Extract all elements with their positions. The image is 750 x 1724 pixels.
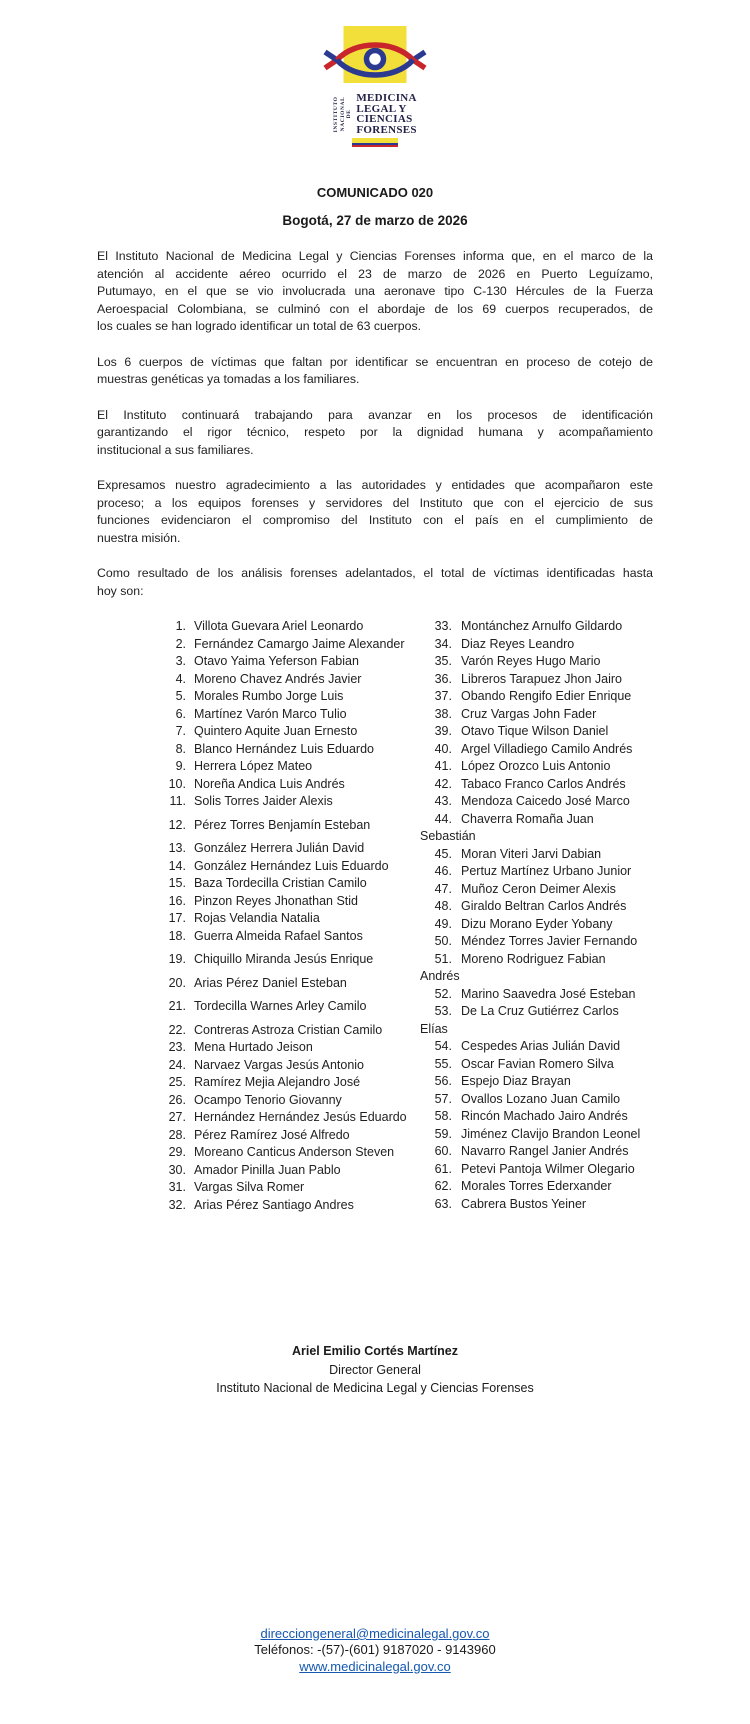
victim-name: Ovallos Lozano Juan Camilo: [461, 1091, 621, 1106]
victim-list-item: [420, 776, 650, 794]
victim-number: 5.: [175, 689, 186, 704]
victim-list-item: [156, 776, 420, 794]
victim-name: Rojas Velandia Natalia: [194, 911, 320, 926]
victim-list-item: [156, 998, 420, 1016]
victim-list-item: [156, 840, 420, 858]
victim-number: 7.: [175, 724, 186, 739]
victim-list-item: [420, 1038, 650, 1056]
victim-list-item: [420, 636, 650, 654]
victim-number: 16.: [168, 893, 186, 908]
victim-number: 56.: [434, 1074, 452, 1089]
victim-number: 37.: [434, 689, 452, 704]
signature-block: [0, 1342, 750, 1398]
victim-name: Solis Torres Jaider Alexis: [194, 794, 333, 809]
victim-list-item: [156, 1092, 420, 1110]
victim-list-item: [156, 723, 420, 741]
victim-number: 33.: [434, 619, 452, 634]
victim-name: Noreña Andica Luis Andrés: [194, 776, 345, 791]
victim-number: 44.: [434, 811, 452, 826]
victim-name: De La Cruz Gutiérrez Carlos: [461, 1004, 619, 1019]
victim-name: Chaverra Romaña Juan: [461, 811, 594, 826]
victim-name: Cruz Vargas John Fader: [461, 706, 597, 721]
victim-number: 60.: [434, 1144, 452, 1159]
logo-wordmark-line: MEDICINA: [356, 92, 417, 104]
victim-name: Muñoz Ceron Deimer Alexis: [461, 881, 616, 896]
victim-list-item: [156, 706, 420, 724]
victim-name: Mendoza Caicedo José Marco: [461, 794, 630, 809]
victim-name: Morales Rumbo Jorge Luis: [194, 689, 344, 704]
victim-list-item: [156, 928, 420, 946]
victim-name: Rincón Machado Jairo Andrés: [461, 1109, 628, 1124]
paragraph-line: El Instituto continuará trabajando para avanzar en los procesos de identificación: [97, 407, 653, 422]
victim-number: 58.: [434, 1109, 452, 1124]
victim-name: Otavo Yaima Yeferson Fabian: [194, 654, 359, 669]
victim-number: 41.: [434, 759, 452, 774]
paragraph-4: [97, 477, 653, 547]
victim-number: 61.: [434, 1161, 452, 1176]
paragraph-line: garantizando el rigor técnico, respeto por la dignidad humana y acompañamiento: [97, 425, 653, 440]
victim-name: Blanco Hernández Luis Eduardo: [194, 741, 374, 756]
victim-list-item: [156, 817, 420, 835]
victim-number: 43.: [434, 794, 452, 809]
victim-number: 24.: [168, 1057, 186, 1072]
victim-name: Moreno Chavez Andrés Javier: [194, 671, 362, 686]
victim-name: Giraldo Beltran Carlos Andrés: [461, 899, 627, 914]
victim-list-item: 53. De La Cruz Gutiérrez Carlos Elías: [420, 1004, 619, 1036]
victim-name: López Orozco Luis Antonio: [461, 759, 611, 774]
victim-name: Morales Torres Ederxander: [461, 1179, 612, 1194]
comunicado-date: Bogotá, 27 de marzo de 2026: [282, 213, 468, 229]
email-link[interactable]: direcciongeneral@medicinalegal.gov.co: [260, 1625, 490, 1641]
victim-list-item: [156, 741, 420, 759]
victim-name: Cabrera Bustos Yeiner: [461, 1196, 587, 1211]
victim-number: 10.: [168, 776, 186, 791]
victim-list-item: [156, 1144, 420, 1162]
logo-vertical-word-1: INSTITUTO: [333, 96, 340, 133]
victim-number: 54.: [434, 1039, 452, 1054]
victim-name: Pinzon Reyes Jhonathan Stid: [194, 893, 358, 908]
victim-list-item: [420, 1108, 650, 1126]
victim-name: Petevi Pantoja Wilmer Olegario: [461, 1161, 635, 1176]
victim-number: 45.: [434, 846, 452, 861]
victim-name: Oscar Favian Romero Silva: [461, 1056, 614, 1071]
paragraph-line: Expresamos nuestro agradecimiento a las autoridades y entidades que acompañaron este: [97, 478, 653, 493]
victim-number: 15.: [168, 876, 186, 891]
website-link[interactable]: www.medicinalegal.gov.co: [299, 1658, 451, 1674]
victim-number: 28.: [168, 1127, 186, 1142]
victim-name: González Herrera Julián David: [194, 841, 365, 856]
victim-name: Arias Pérez Daniel Esteban: [194, 975, 347, 990]
victim-name: Vargas Silva Romer: [194, 1180, 305, 1195]
victim-list-item: [420, 1126, 650, 1144]
victim-list-item: [156, 1074, 420, 1092]
victim-name: Obando Rengifo Edier Enrique: [461, 689, 632, 704]
institute-logo: [275, 26, 475, 147]
victim-number: 36.: [434, 671, 452, 686]
paragraph-line: los cuales se han logrado identificar un total de 63 cuerpos.: [97, 319, 422, 334]
victim-number: 35.: [434, 654, 452, 669]
victim-list-item: [420, 706, 650, 724]
signature-role: Director General: [329, 1362, 421, 1377]
victim-name: Otavo Tique Wilson Daniel: [461, 724, 609, 739]
victim-number: 53.: [434, 1004, 452, 1019]
victim-list-item: [156, 671, 420, 689]
victim-number: 18.: [168, 928, 186, 943]
victim-number: 6.: [175, 706, 186, 721]
victim-number: 17.: [168, 911, 186, 926]
paragraph-1: [97, 248, 653, 336]
victim-number: 3.: [175, 654, 186, 669]
victim-name: Pérez Ramírez José Alfredo: [194, 1127, 350, 1142]
victim-list-item: [156, 910, 420, 928]
victim-name: Contreras Astroza Cristian Camilo: [194, 1022, 383, 1037]
victim-list-item: [420, 618, 650, 636]
victim-name: Diaz Reyes Leandro: [461, 636, 575, 651]
colombia-flag-icon: [352, 138, 398, 147]
victim-list-item: [420, 1073, 650, 1091]
paragraph-line: hoy son:: [97, 583, 144, 598]
victim-number: 12.: [168, 817, 186, 832]
logo-wordmark-line: LEGAL Y: [356, 102, 407, 115]
victim-list-item: [420, 1091, 650, 1109]
victim-number: 23.: [168, 1040, 186, 1055]
victim-name: Espejo Diaz Brayan: [461, 1074, 571, 1089]
victim-number: 62.: [434, 1179, 452, 1194]
paragraph-line: muestras genéticas ya tomadas a los familiares.: [97, 372, 360, 387]
victim-number: 29.: [168, 1145, 186, 1160]
victim-number: 22.: [168, 1022, 186, 1037]
victim-number: 51.: [434, 951, 452, 966]
victim-list-item: [156, 636, 420, 654]
victim-list-item: [420, 986, 650, 1004]
victim-list-item: [420, 758, 650, 776]
victim-list-item: [156, 1179, 420, 1197]
victim-list-item: [420, 1178, 650, 1196]
victim-list-item: [420, 933, 650, 951]
footer-contact: [0, 1626, 750, 1676]
victim-number: 55.: [434, 1056, 452, 1071]
victim-number: 52.: [434, 986, 452, 1001]
victim-number: 63.: [434, 1196, 452, 1211]
victim-list-item: [156, 875, 420, 893]
victim-number: 34.: [434, 636, 452, 651]
logo-wordmark-line: FORENSES: [356, 123, 417, 136]
victim-name: Libreros Tarapuez Jhon Jairo: [461, 671, 622, 686]
victim-list-item: [156, 1109, 420, 1127]
footer-phones: Teléfonos: -(57)-(601) 9187020 - 9143960: [254, 1642, 496, 1658]
logo-vertical-word-2: NACIONAL DE: [340, 96, 353, 132]
victim-list-item: [156, 1039, 420, 1057]
paragraph-line: Como resultado de los análisis forenses adelantados, el total de víctimas identificadas hasta: [97, 566, 653, 581]
victim-name: Varón Reyes Hugo Mario: [461, 654, 601, 669]
victim-number: 20.: [168, 975, 186, 990]
victim-list-item: [420, 1143, 650, 1161]
victim-number: 11.: [169, 794, 186, 809]
paragraph-line: funciones evidenciaron el compromiso del Instituto con el país en el cumplimiento de: [97, 513, 653, 528]
victim-list-item: [156, 1022, 420, 1040]
victim-name: Jiménez Clavijo Brandon Leonel: [461, 1126, 641, 1141]
victim-list-item: [156, 975, 420, 993]
victim-list-item: [420, 1161, 650, 1179]
victim-number: 14.: [168, 858, 186, 873]
victim-list-item: [156, 951, 420, 969]
logo-vertical-text: [333, 93, 352, 135]
victim-name: Moreano Canticus Anderson Steven: [194, 1145, 395, 1160]
paragraph-line: Los 6 cuerpos de víctimas que faltan por identificar se encuentran en proceso de cotejo de: [97, 354, 653, 369]
logo-wordmark-line: CIENCIAS: [356, 113, 413, 126]
victim-number: 27.: [168, 1110, 186, 1125]
victim-name: Arias Pérez Santiago Andres: [194, 1197, 354, 1212]
victim-number: 49.: [434, 916, 452, 931]
victim-list-item: [156, 618, 420, 636]
victim-list-item: 44. Chaverra Romaña Juan Sebastián: [420, 811, 594, 844]
victim-name: Moreno Rodriguez Fabian: [461, 951, 606, 966]
victim-name: Quintero Aquite Juan Ernesto: [194, 724, 358, 739]
victim-name: Pertuz Martínez Urbano Junior: [461, 864, 632, 879]
victim-name: Villota Guevara Ariel Leonardo: [194, 619, 364, 634]
victim-list-item: [420, 1196, 650, 1214]
victim-name: Moran Viteri Jarvi Dabian: [461, 846, 602, 861]
victim-number: 42.: [434, 776, 452, 791]
victim-list-item: [156, 688, 420, 706]
paragraph-line: atención al accidente aéreo ocurrido el 23 de marzo de 2026 en Puerto Leguízamo,: [97, 266, 653, 281]
victim-number: 25.: [168, 1075, 186, 1090]
victim-list-item: [420, 863, 650, 881]
victim-number: 38.: [434, 706, 452, 721]
victims-column-left: [156, 618, 420, 1214]
signature-name: Ariel Emilio Cortés Martínez: [291, 1344, 458, 1359]
victim-number: 19.: [168, 952, 186, 967]
victim-name: Hernández Hernández Jesús Eduardo: [194, 1110, 407, 1125]
victim-number: 13.: [168, 841, 186, 856]
victim-number: 59.: [434, 1126, 452, 1141]
victim-number: 39.: [434, 724, 452, 739]
victim-number: 2.: [175, 636, 186, 651]
paragraph-line: Putumayo, en el que se vio involucrada una aeronave tipo C-130 Hércules de la Fuerza: [97, 284, 653, 299]
victim-list-item: [420, 881, 650, 899]
victim-list-item: [420, 741, 650, 759]
victim-name: Marino Saavedra José Esteban: [461, 986, 636, 1001]
victim-list-item: [420, 916, 650, 934]
victim-list-item: [420, 898, 650, 916]
victim-number: 50.: [434, 934, 452, 949]
victim-list-item: [156, 1057, 420, 1075]
victim-name: Baza Tordecilla Cristian Camilo: [194, 876, 367, 891]
victim-list-item: [156, 893, 420, 911]
victim-name: Dizu Morano Eyder Yobany: [461, 916, 613, 931]
victim-number: 57.: [434, 1091, 452, 1106]
body-text: [97, 248, 653, 600]
logo-wordmark: [356, 93, 416, 135]
victim-list-item: [156, 1127, 420, 1145]
victim-list-item: [156, 653, 420, 671]
victim-number: 31.: [168, 1180, 186, 1195]
victim-list-item: [420, 688, 650, 706]
victim-list-item: [420, 1056, 650, 1074]
victim-name: Tabaco Franco Carlos Andrés: [461, 776, 626, 791]
victim-name: Navarro Rangel Janier Andrés: [461, 1144, 629, 1159]
logo-text: [275, 93, 475, 135]
victim-number: 30.: [168, 1162, 186, 1177]
paragraph-5: [97, 565, 653, 600]
victim-name: Cespedes Arias Julián David: [461, 1039, 621, 1054]
victim-list-item: [420, 846, 650, 864]
victim-list-item: [156, 858, 420, 876]
victim-list-item: [420, 793, 650, 811]
paragraph-line: institucional a sus familiares.: [97, 442, 254, 457]
logo-emblem-icon: [323, 26, 427, 86]
victim-name: Herrera López Mateo: [194, 759, 313, 774]
victim-list-item: [156, 1162, 420, 1180]
victim-number: 8.: [175, 741, 186, 756]
paragraph-2: [97, 354, 653, 389]
victim-list-item: 51. Moreno Rodriguez Fabian Andrés: [420, 951, 606, 984]
victim-name: Argel Villadiego Camilo Andrés: [461, 741, 633, 756]
victim-list-item: [156, 793, 420, 811]
victim-number: 26.: [168, 1092, 186, 1107]
signature-org: Instituto Nacional de Medicina Legal y Ciencias Forenses: [216, 1381, 534, 1396]
victim-name: Narvaez Vargas Jesús Antonio: [194, 1057, 365, 1072]
victim-list-item: [420, 671, 650, 689]
victim-name: Ramírez Mejia Alejandro José: [194, 1075, 361, 1090]
victims-column-right: [420, 618, 650, 1214]
paragraph-line: El Instituto Nacional de Medicina Legal y Ciencias Forenses informa que, en el marco de la: [97, 249, 653, 264]
victim-number: 9.: [175, 759, 186, 774]
victim-name: Pérez Torres Benjamín Esteban: [194, 817, 371, 832]
victim-name: Méndez Torres Javier Fernando: [461, 934, 638, 949]
paragraph-line: proceso; a los equipos forenses y servidores del Instituto que con el ejercicio de sus: [97, 495, 653, 510]
victim-name: Chiquillo Miranda Jesús Enrique: [194, 952, 374, 967]
paragraph-line: nuestra misión.: [97, 530, 181, 545]
victim-name: Fernández Camargo Jaime Alexander: [194, 636, 405, 651]
victim-list-item: [420, 653, 650, 671]
victim-number: 4.: [175, 671, 186, 686]
victim-name: González Hernández Luis Eduardo: [194, 858, 389, 873]
victim-number: 48.: [434, 899, 452, 914]
victim-number: 40.: [434, 741, 452, 756]
victim-name: Martínez Varón Marco Tulio: [194, 706, 347, 721]
victim-number: 47.: [434, 881, 452, 896]
victim-name: Ocampo Tenorio Giovanny: [194, 1092, 342, 1107]
victim-list-item: [156, 758, 420, 776]
victim-name: Tordecilla Warnes Arley Camilo: [194, 999, 367, 1014]
victim-name: Montánchez Arnulfo Gildardo: [461, 619, 623, 634]
victim-number: 46.: [434, 864, 452, 879]
comunicado-title: COMUNICADO 020: [316, 185, 434, 201]
victim-number: 1.: [175, 619, 186, 634]
victim-list-item: [420, 723, 650, 741]
victim-list-item: [156, 1197, 420, 1215]
paragraph-3: [97, 407, 653, 460]
victim-name: Mena Hurtado Jeison: [194, 1040, 313, 1055]
victim-number: 21.: [168, 999, 186, 1014]
victim-name: Guerra Almeida Rafael Santos: [194, 928, 363, 943]
paragraph-line: Aeroespacial Colombiana, se culminó con el abordaje de los 69 cuerpos recuperados, de: [97, 301, 653, 316]
victim-name: Amador Pinilla Juan Pablo: [194, 1162, 341, 1177]
victim-number: 32.: [168, 1197, 186, 1212]
victims-list: [156, 618, 650, 1214]
